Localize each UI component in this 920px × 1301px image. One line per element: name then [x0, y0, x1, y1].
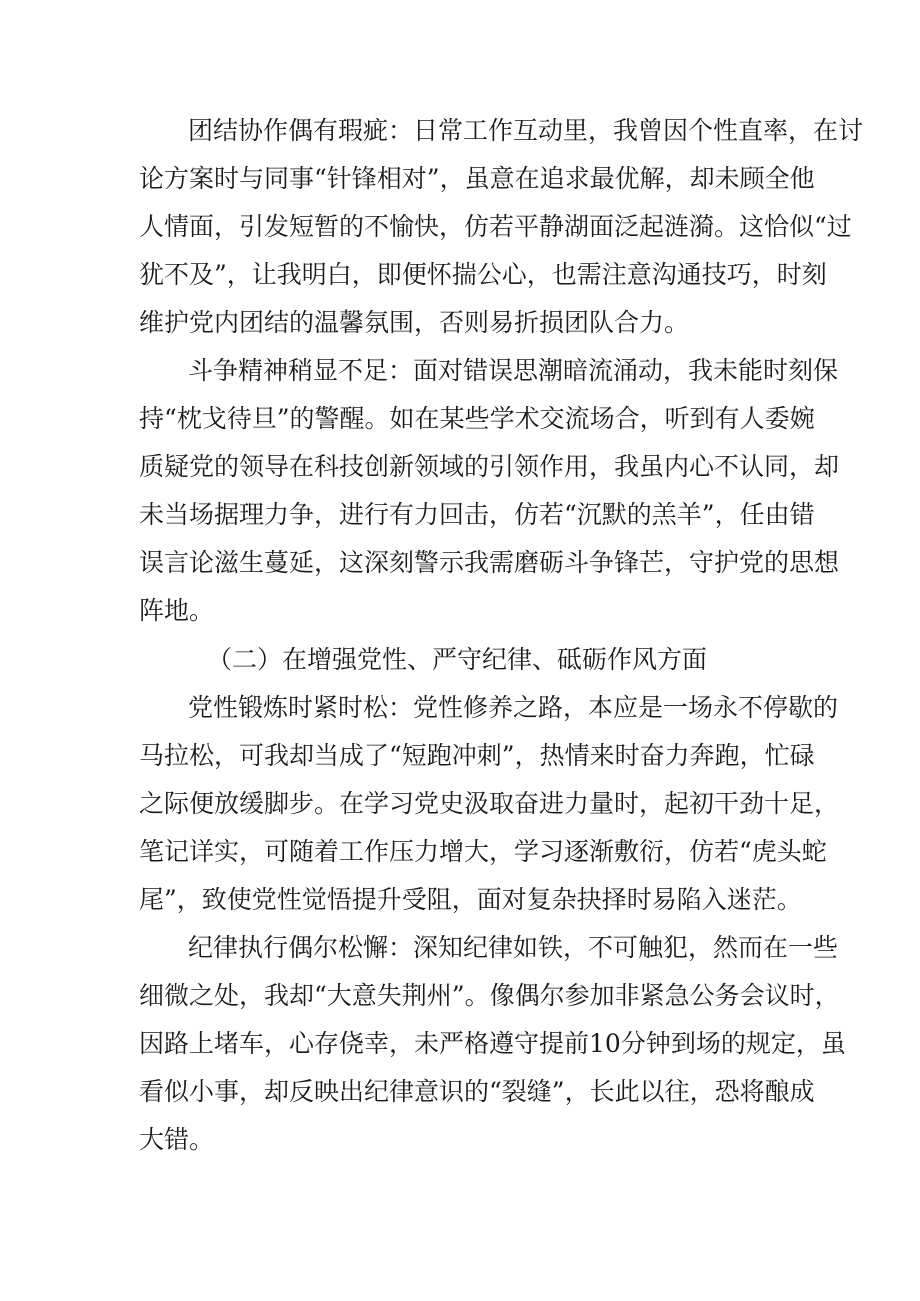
paragraph-line: 阵地。 [139, 596, 215, 625]
paragraph-line: 看似小事，却反映出纪律意识的“裂缝”，长此以往，恐将酿成 [139, 1077, 815, 1106]
paragraph-line: 大错。 [139, 1125, 215, 1154]
paragraph-line: 马拉松，可我却当成了“短跑冲刺”，热情来时奋力奔跑，忙碌 [139, 741, 815, 770]
paragraph-line: 纪律执行偶尔松懈：深知纪律如铁，不可触犯，然而在一些 [188, 933, 839, 962]
paragraph-line: 笔记详实，可随着工作压力增大，学习逐渐敷衍，仿若“虎头蛇 [139, 837, 827, 866]
paragraph-line: 因路上堵车，心存侥幸，未严格遵守提前10分钟到场的规定，虽 [139, 1029, 846, 1058]
paragraph-line: 细微之处，我却“大意失荆州”。像偶尔参加非紧急公务会议时， [139, 981, 840, 1010]
paragraph-line: 维护党内团结的温馨氛围，否则易折损团队合力。 [139, 308, 690, 337]
paragraph-line: 之际便放缓脚步。在学习党史汲取奋进力量时，起初干劲十足， [139, 789, 840, 818]
paragraph-line: 犹不及”，让我明白，即便怀揣公心，也需注意沟通技巧，时刻 [139, 260, 827, 289]
paragraph-line: 党性锻炼时紧时松：党性修养之路，本应是一场永不停歇的 [188, 693, 839, 722]
section-heading: （二）在增强党性、严守纪律、砥砺作风方面 [207, 645, 708, 674]
paragraph-line: 误言论滋生蔓延，这深刻警示我需磨砺斗争锋芒，守护党的思想 [139, 548, 840, 577]
paragraph-line: 未当场据理力争，进行有力回击，仿若“沉默的羔羊”，任由错 [139, 500, 815, 529]
paragraph-line: 质疑党的领导在科技创新领域的引领作用，我虽内心不认同，却 [139, 452, 840, 481]
paragraph-line: 团结协作偶有瑕疵：日常工作互动里，我曾因个性直率，在讨 [188, 116, 864, 145]
paragraph-line: 人情面，引发短暂的不愉快，仿若平静湖面泛起涟漪。这恰似“过 [139, 212, 852, 241]
paragraph-line: 斗争精神稍显不足：面对错误思潮暗流涌动，我未能时刻保 [188, 356, 839, 385]
paragraph-line: 尾”，致使党性觉悟提升受阻，面对复杂抉择时易陷入迷茫。 [139, 885, 802, 914]
paragraph-line: 持“枕戈待旦”的警醒。如在某些学术交流场合，听到有人委婉 [139, 404, 815, 433]
paragraph-line: 论方案时与同事“针锋相对”，虽意在追求最优解，却未顾全他 [139, 164, 815, 193]
